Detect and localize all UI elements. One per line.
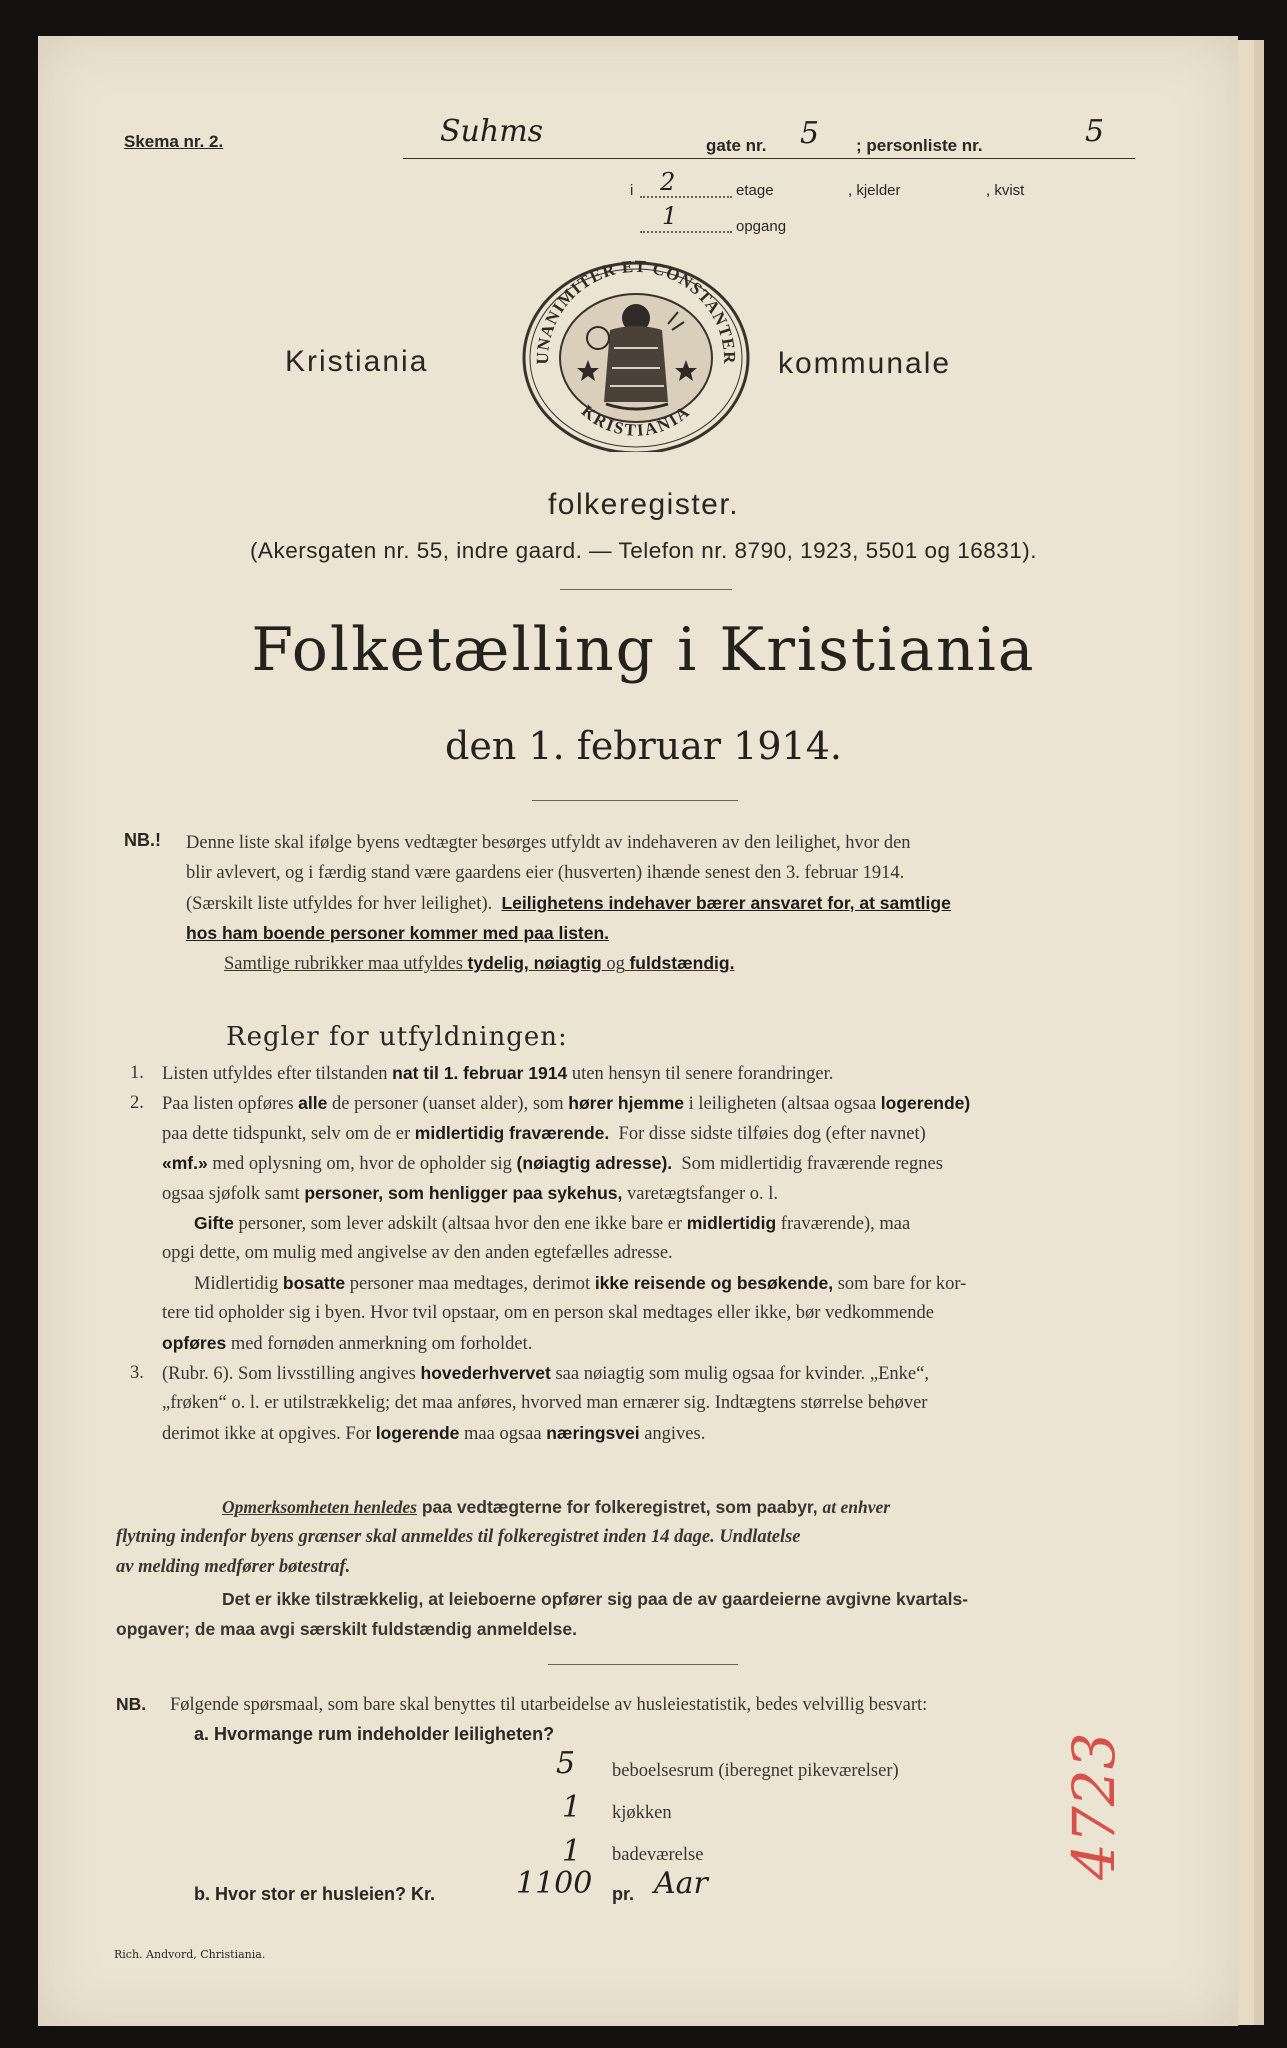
bath-handwritten: 1	[562, 1834, 582, 1869]
bath-label: badeværelse	[612, 1845, 704, 1865]
opgang-handwritten: 1	[662, 202, 678, 230]
rules-heading: Regler for utfyldningen:	[226, 1022, 568, 1052]
printer-credit: Rich. Andvord, Christiania.	[114, 1948, 266, 1961]
kjelder-label: , kjelder	[848, 182, 901, 199]
header-line	[403, 158, 1135, 159]
nb1-line4: hos ham boende personer kommer med paa listen.	[186, 923, 610, 943]
rule3-line1: (Rubr. 6). Som livsstilling angives hovederhvervet saa nøiagtig som mulig ogsaa for kvinder. „Enke“,	[162, 1363, 929, 1384]
question-b: b. Hvor stor er husleien? Kr.	[194, 1884, 436, 1904]
personliste-number-handwritten: 5	[1085, 114, 1105, 149]
rent-handwritten: 1100	[516, 1866, 593, 1901]
paper-edge	[1238, 40, 1254, 2025]
gate-label: gate nr.	[706, 136, 767, 155]
divider	[560, 589, 732, 590]
nb2-label: NB.	[116, 1694, 147, 1714]
kristiania-label: Kristiania	[285, 345, 429, 378]
rule2-line6: opgi dette, om mulig med angivelse av den anden egtefælles adresse.	[162, 1243, 673, 1263]
kristiania-seal	[518, 252, 754, 452]
rule2-line2: paa dette tidspunkt, selv om de er midlertidig fraværende. For disse sidste tilføies dog (efter navnet)	[162, 1123, 926, 1144]
census-date: den 1. februar 1914.	[445, 724, 842, 768]
rooms-label: beboelsesrum (iberegnet pikeværelser)	[612, 1761, 899, 1781]
nb1-line3: (Særskilt liste utfyldes for hver leilighet). Leilighetens indehaver bærer ansvaret for, at samtlige	[186, 893, 951, 914]
rule1-number: 1.	[130, 1063, 144, 1083]
kitchen-label: kjøkken	[612, 1803, 672, 1823]
rule2-line3: «mf.» med oplysning om, hvor de opholder sig (nøiagtig adresse). Som midlertidig fraværende regnes	[162, 1153, 943, 1174]
notice-line3: av melding medfører bøtestraf.	[116, 1557, 351, 1577]
rule2-line1: Paa listen opføres alle de personer (uanset alder), som hører hjemme i leiligheten (altsaa ogsaa logerende)	[162, 1093, 971, 1114]
rule2-line5: Gifte personer, som lever adskilt (altsaa hvor den ene ikke bare er midlertidig fraværende), maa	[194, 1213, 911, 1234]
rule3-number: 3.	[130, 1363, 144, 1383]
street-handwritten: Suhms	[440, 114, 544, 149]
rule3-line3: derimot ikke at opgives. For logerende maa ogsaa næringsvei angives.	[162, 1423, 706, 1444]
rule3-line2: „frøken“ o. l. er utilstrækkelig; det maa anføres, hvorved man ernærer sig. Indtægtens størrelse behøver	[162, 1393, 928, 1413]
kitchen-handwritten: 1	[562, 1790, 582, 1825]
nb1-line5: Samtlige rubrikker maa utfyldes tydelig, nøiagtig og fuldstændig.	[224, 953, 735, 974]
main-title: Folketælling i Kristiania	[251, 615, 1036, 685]
rule2-line8: tere tid opholder sig i byen. Hvor tvil opstaar, om en person skal medtages eller ikke, bør vedkommende	[162, 1303, 934, 1323]
nb2-text: Følgende spørsmaal, som bare skal benyttes til utarbeidelse av husleiestatistik, bedes velvillig besvart:	[170, 1695, 928, 1715]
margin-red-number: 4723	[1060, 1732, 1128, 1880]
notice-line5: opgaver; de maa avgi særskilt fuldstændig anmeldelse.	[116, 1619, 577, 1639]
opgang-label: opgang	[736, 218, 787, 235]
personliste-label: ; personliste nr.	[856, 136, 983, 155]
rule2-line9: opføres med fornøden anmerkning om forholdet.	[162, 1333, 533, 1354]
kvist-label: , kvist	[986, 182, 1025, 199]
registry-address: (Akersgaten nr. 55, indre gaard. — Telefon nr. 8790, 1923, 5501 og 16831).	[249, 538, 1038, 563]
rule2-line7: Midlertidig bosatte personer maa medtages, derimot ikke reisende og besøkende, som bare for kor-	[194, 1273, 967, 1294]
folkeregister-label: folkeregister.	[547, 488, 740, 521]
nb1-line2: blir avlevert, og i færdig stand være gaardens eier (husverten) ihænde senest den 3. februar 1914.	[186, 863, 905, 883]
pr-label: pr.	[612, 1884, 635, 1904]
paper-edge-back	[1254, 40, 1264, 2025]
schema-number: Skema nr. 2.	[124, 132, 224, 151]
etage-handwritten: 2	[660, 168, 676, 196]
i-label: i	[630, 182, 634, 199]
rule2-line4: ogsaa sjøfolk samt personer, som henligger paa sykehus, varetægtsfanger o. l.	[162, 1183, 779, 1204]
notice-line2: flytning indenfor byens grænser skal anmeldes til folkeregistret inden 14 dage. Undlatelse	[116, 1527, 801, 1547]
nb1-line1: Denne liste skal ifølge byens vedtægter besørges utfyldt av indehaveren av den leilighet, hvor den	[186, 833, 911, 853]
nb1-label: NB.!	[124, 830, 161, 850]
divider	[532, 800, 738, 801]
question-a: a. Hvormange rum indeholder leiligheten?	[194, 1724, 555, 1744]
etage-field	[640, 196, 732, 198]
rule2-number: 2.	[130, 1093, 144, 1113]
seal-bottom-text: KRISTIANIA	[577, 401, 695, 440]
rooms-handwritten: 5	[556, 1746, 576, 1781]
etage-label: etage	[736, 182, 774, 199]
opgang-field	[640, 231, 732, 233]
seal-top-text: UNANIMITER ET CONSTANTER	[532, 256, 740, 365]
divider	[548, 1664, 738, 1665]
period-handwritten: Aar	[654, 1866, 708, 1901]
notice-line1: Opmerksomheten henledes paa vedtægterne for folkeregistret, som paabyr, at enhver	[222, 1497, 891, 1517]
rule1-text: Listen utfyldes efter tilstanden nat til 1. februar 1914 uten hensyn til senere forandringer.	[162, 1063, 834, 1084]
gate-number-handwritten: 5	[800, 116, 820, 151]
notice-line4: Det er ikke tilstrækkelig, at leieboerne opfører sig paa de av gaardeierne avgivne kvartals-	[222, 1589, 969, 1609]
kommunale-label: kommunale	[778, 347, 952, 380]
